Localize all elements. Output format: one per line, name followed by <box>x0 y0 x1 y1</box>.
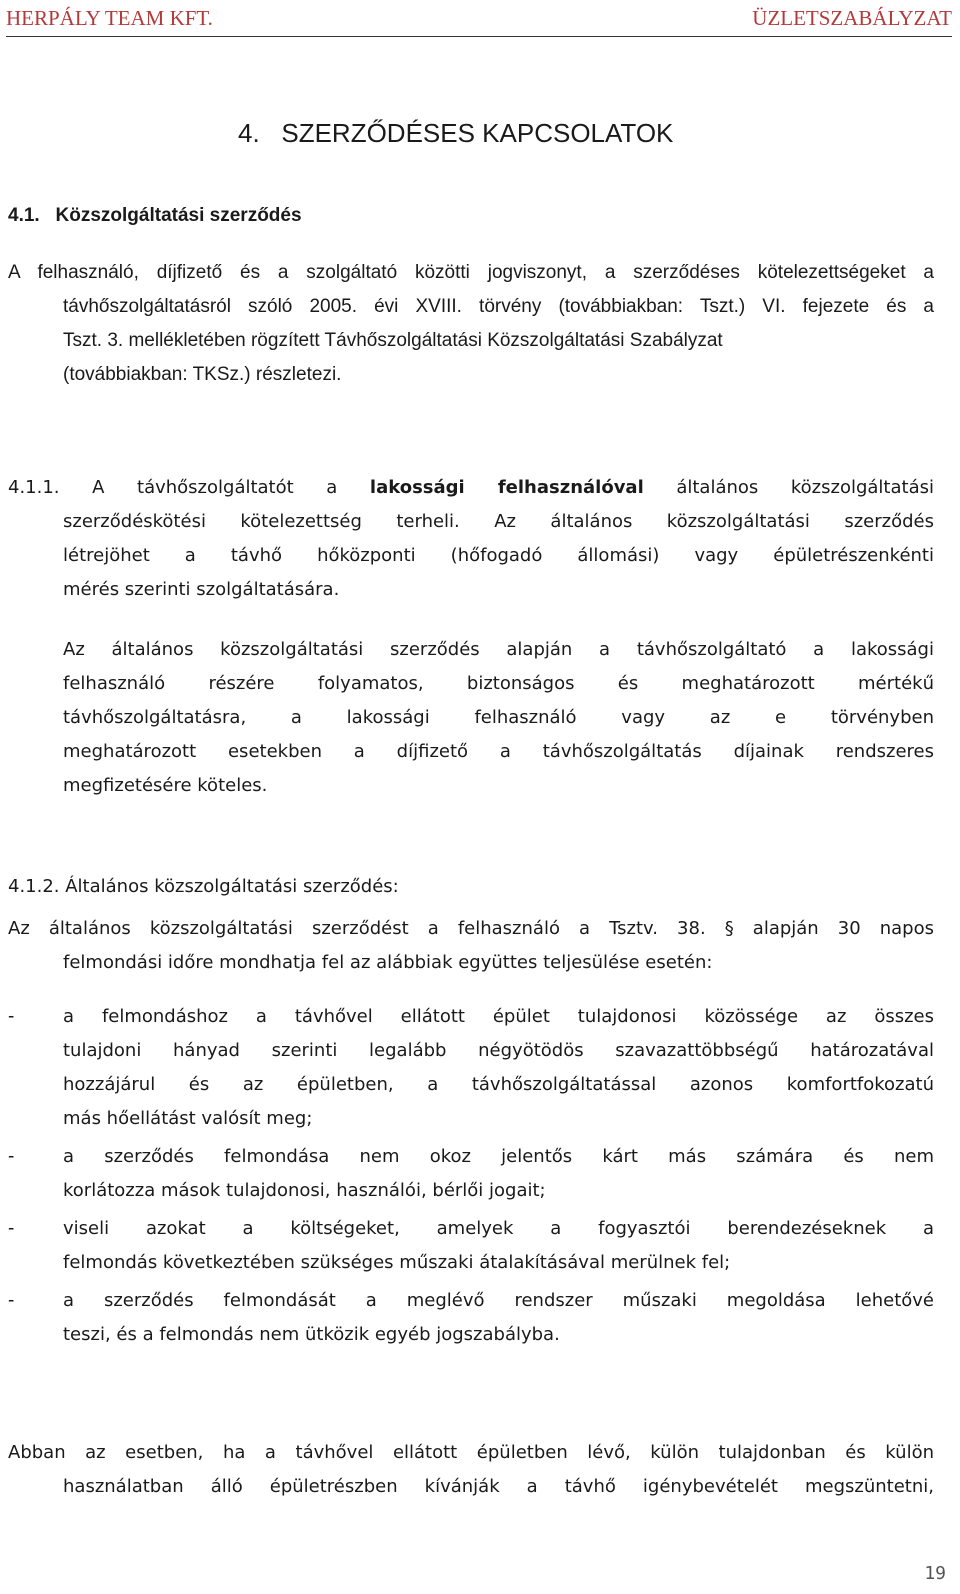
closing-paragraph <box>8 1436 934 1504</box>
p411-prefix: 4.1.1. A távhőszolgáltatót a <box>8 477 370 498</box>
text-line: (továbbiakban: TKSz.) részletezi. <box>63 364 342 385</box>
text-line: a szerződés felmondása nem okoz jelentős kárt más számára és nem <box>63 1146 934 1167</box>
text-line: teszi, és a felmondás nem ütközik egyéb jogszabályba. <box>63 1324 560 1345</box>
list-item <box>8 1212 934 1280</box>
text-line: Az általános közszolgáltatási szerződés alapján a távhőszolgáltató a lakossági <box>63 639 934 660</box>
intro-paragraph <box>8 256 934 392</box>
text-line: megfizetésére köteles. <box>63 775 268 796</box>
text-line: felmondási időre mondhatja fel az alábbiak együttes teljesülése esetén: <box>63 952 713 973</box>
text-line <box>8 471 934 505</box>
paragraph-4-1-2 <box>8 912 934 980</box>
p411-suffix: általános közszolgáltatási <box>643 477 934 498</box>
text-line: A felhasználó, díjfizető és a szolgáltató közötti jogviszonyt, a szerződéses kötelezettségeket a <box>8 262 934 283</box>
header-doc-title: ÜZLETSZABÁLYZAT <box>752 6 952 30</box>
text-line: mérés szerinti szolgáltatására. <box>63 579 340 600</box>
paragraph-4-1-1 <box>8 471 934 607</box>
list-dash: - <box>8 1290 15 1311</box>
text-line: a felmondáshoz a távhővel ellátott épület tulajdonosi közössége az összes <box>63 1006 934 1027</box>
text-line: hozzájárul és az épületben, a távhőszolgáltatással azonos komfortfokozatú <box>63 1074 934 1095</box>
text-line: meghatározott esetekben a díjfizető a távhőszolgáltatás díjainak rendszeres <box>63 741 934 762</box>
text-line: felhasználó részére folyamatos, biztonságos és meghatározott mértékű <box>63 673 934 694</box>
text-line: a szerződés felmondását a meglévő rendszer műszaki megoldása lehetővé <box>63 1290 934 1311</box>
page-number: 19 <box>924 1563 946 1584</box>
text-line: viseli azokat a költségeket, amelyek a fogyasztói berendezéseknek a <box>63 1218 934 1239</box>
text-line: Az általános közszolgáltatási szerződést a felhasználó a Tsztv. 38. § alapján 30 napos <box>8 918 934 939</box>
text-line: tulajdoni hányad szerinti legalább négyötödös szavazattöbbségű határozatával <box>63 1040 934 1061</box>
text-line: távhőszolgáltatásra, a lakossági felhasználó vagy az e törvényben <box>63 707 934 728</box>
page-header <box>6 4 952 37</box>
text-line: korlátozza mások tulajdonosi, használói, bérlői jogait; <box>63 1180 546 1201</box>
list-item <box>8 1140 934 1208</box>
text-line: felmondás következtében szükséges műszaki átalakításával merülnek fel; <box>63 1252 731 1273</box>
text-line: Tszt. 3. mellékletében rögzített Távhőszolgáltatási Közszolgáltatási Szabályzat <box>63 330 723 351</box>
list-dash: - <box>8 1006 15 1027</box>
list-item <box>8 1000 934 1136</box>
bullet-list <box>8 1000 934 1352</box>
text-line: szerződéskötési kötelezettség terheli. Az általános közszolgáltatási szerződés <box>63 511 934 532</box>
header-company: HERPÁLY TEAM KFT. <box>6 6 213 30</box>
p411-bold: lakossági felhasználóval <box>369 477 644 498</box>
list-item <box>8 1284 934 1352</box>
list-dash: - <box>8 1146 15 1167</box>
chapter-title: 4. SZERZŐDÉSES KAPCSOLATOK <box>238 118 674 148</box>
text-line: távhőszolgáltatásról szóló 2005. évi XVIII. törvény (továbbiakban: Tszt.) VI. fejezete és a <box>63 296 934 317</box>
text-line: Abban az esetben, ha a távhővel ellátott épületben lévő, külön tulajdonban és külön <box>8 1442 934 1463</box>
text-line: használatban álló épületrészben kívánják a távhő igénybevételét megszüntetni, <box>63 1476 934 1497</box>
text-line: más hőellátást valósít meg; <box>63 1108 313 1129</box>
paragraph-4-1-2-title: 4.1.2. Általános közszolgáltatási szerződés: <box>8 876 399 897</box>
section-title: 4.1. Közszolgáltatási szerződés <box>8 205 302 226</box>
paragraph-4-1-1-b <box>63 633 934 803</box>
list-dash: - <box>8 1218 15 1239</box>
text-line: létrejöhet a távhő hőközponti (hőfogadó állomási) vagy épületrészenkénti <box>63 545 934 566</box>
